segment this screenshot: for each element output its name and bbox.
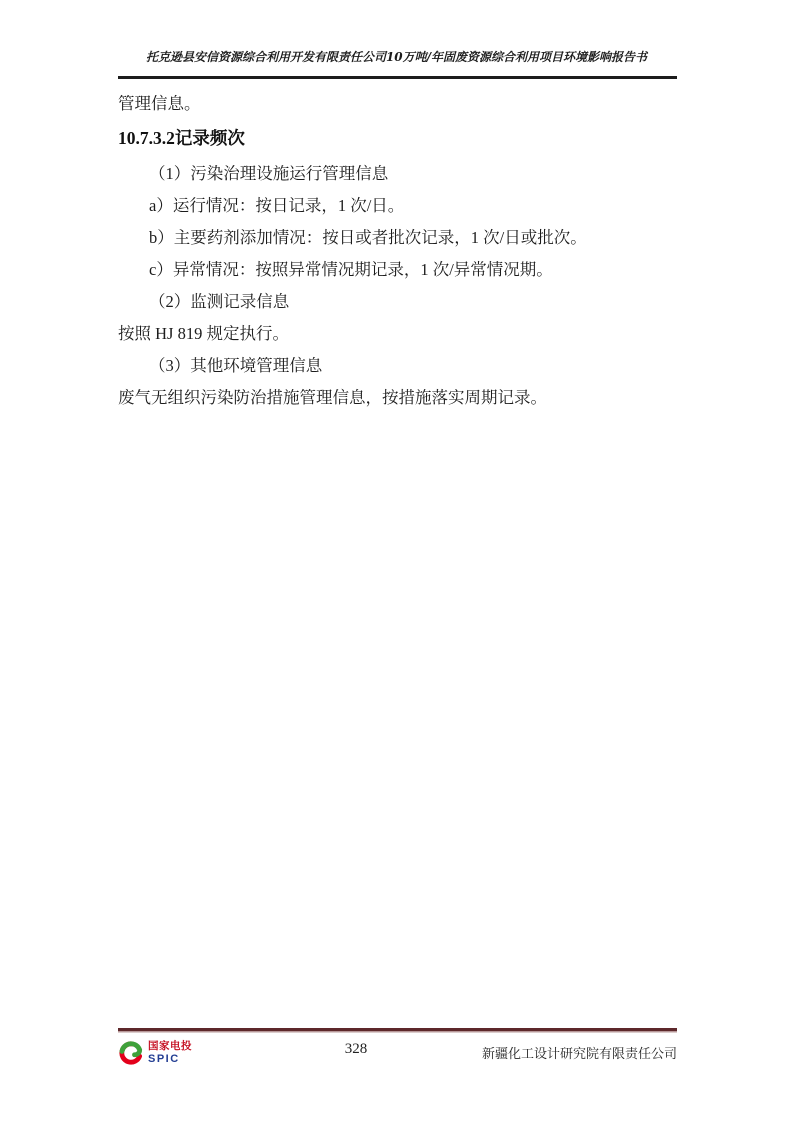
list-item: a）运行情况：按日记录，1 次/日。 bbox=[149, 196, 405, 215]
document-body bbox=[118, 88, 680, 414]
logo-text-cn: 国家电投 bbox=[148, 1040, 192, 1053]
list-item: c）异常情况：按照异常情况期记录，1 次/异常情况期。 bbox=[149, 260, 553, 279]
list-item: （3）其他环境管理信息 bbox=[149, 356, 323, 375]
list-item: （2）监测记录信息 bbox=[149, 292, 290, 311]
footer-rule bbox=[118, 1028, 677, 1031]
list-item: b）主要药剂添加情况：按日或者批次记录，1 次/日或批次。 bbox=[149, 228, 587, 247]
paragraph: 废气无组织污染防治措施管理信息，按措施落实周期记录。 bbox=[118, 388, 547, 407]
section-number: 10.7.3.2 bbox=[118, 128, 175, 148]
paragraph: 按照 HJ 819 规定执行。 bbox=[118, 324, 289, 343]
section-heading bbox=[118, 120, 680, 158]
logo-text-en: SPIC bbox=[148, 1052, 180, 1065]
paragraph-continuation: 管理信息。 bbox=[118, 94, 201, 113]
list-item: （1）污染治理设施运行管理信息 bbox=[149, 164, 389, 183]
page-number: 328 bbox=[344, 1041, 368, 1057]
footer-company: 新疆化工设计研究院有限责任公司 bbox=[481, 1046, 677, 1061]
section-title: 记录频次 bbox=[174, 128, 245, 148]
header-rule bbox=[118, 76, 677, 79]
report-header-title: 托克逊县安信资源综合利用开发有限责任公司10万吨/年固废资源综合利用项目环境影响报告书 bbox=[145, 50, 648, 64]
